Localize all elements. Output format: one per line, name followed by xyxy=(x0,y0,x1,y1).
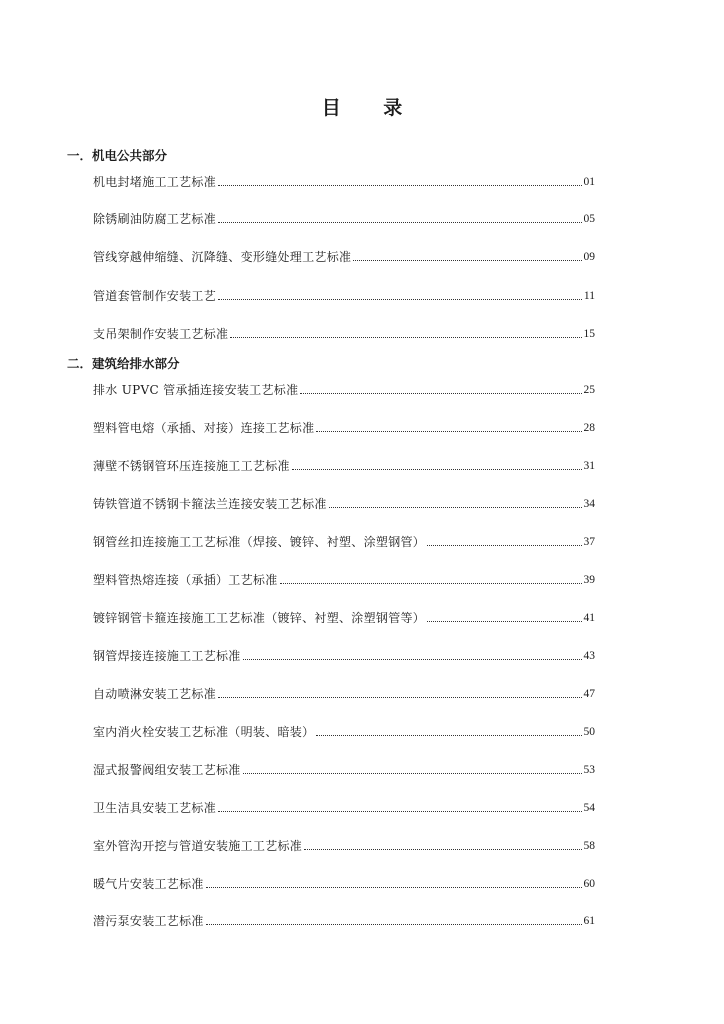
toc-entry-title: 塑料管电熔（承插、对接）连接工艺标准 xyxy=(93,421,315,435)
toc-entry-title: 塑料管热熔连接（承插）工艺标准 xyxy=(93,573,278,587)
toc-dot-leader xyxy=(218,697,581,698)
toc-entry-title: 湿式报警阀组安装工艺标准 xyxy=(93,763,241,777)
toc-entry[interactable] xyxy=(93,608,595,626)
toc-entry-page: 11 xyxy=(583,290,595,302)
toc-entry-title: 机电封堵施工工艺标准 xyxy=(93,175,217,189)
toc-dot-leader xyxy=(206,887,582,888)
section-heading-mep-common: 一．机电公共部分 xyxy=(67,148,168,163)
toc-entry-title: 室内消火栓安装工艺标准（明装、暗装） xyxy=(93,725,315,739)
toc-entry-title: 管线穿越伸缩缝、沉降缝、变形缝处理工艺标准 xyxy=(93,250,352,264)
toc-dot-leader xyxy=(243,659,582,660)
toc-dot-leader xyxy=(353,260,581,261)
toc-entry[interactable] xyxy=(93,324,595,342)
toc-dot-leader xyxy=(218,811,581,812)
toc-entry-page: 15 xyxy=(583,328,595,340)
toc-entry-title: 支吊架制作安装工艺标准 xyxy=(93,327,229,341)
toc-dot-leader xyxy=(300,393,581,394)
toc-entry-title: 薄壁不锈钢管环压连接施工工艺标准 xyxy=(93,459,290,473)
toc-entry[interactable] xyxy=(93,286,595,304)
toc-entry-page: 25 xyxy=(583,384,595,396)
toc-entry-title: 排水 UPVC 管承插连接安装工艺标准 xyxy=(93,383,299,397)
section-heading-plumbing-drainage: 二．建筑给排水部分 xyxy=(67,356,180,371)
page-title: 目 录 xyxy=(321,97,421,119)
toc-dot-leader xyxy=(427,545,581,546)
toc-entry[interactable] xyxy=(93,911,595,929)
toc-entry-page: 61 xyxy=(583,915,595,927)
toc-dot-leader xyxy=(280,583,582,584)
toc-entry-title: 卫生洁具安装工艺标准 xyxy=(93,801,217,815)
toc-dot-leader xyxy=(427,621,581,622)
toc-entry[interactable] xyxy=(93,380,595,398)
toc-entry-page: 54 xyxy=(583,802,595,814)
toc-entry[interactable] xyxy=(93,836,595,854)
toc-entry[interactable] xyxy=(93,798,595,816)
toc-entry-title: 暖气片安装工艺标准 xyxy=(93,877,204,891)
toc-entry-title: 钢管焊接连接施工工艺标准 xyxy=(93,649,241,663)
toc-entry-page: 43 xyxy=(583,650,595,662)
toc-entry-page: 60 xyxy=(583,878,595,890)
toc-dot-leader xyxy=(316,431,581,432)
toc-entry-title: 铸铁管道不锈钢卡箍法兰连接安装工艺标准 xyxy=(93,497,327,511)
toc-entry[interactable] xyxy=(93,172,595,190)
toc-entry-title: 室外管沟开挖与管道安装施工工艺标准 xyxy=(93,839,303,853)
toc-entry-page: 28 xyxy=(583,422,595,434)
toc-entry-title: 潜污泵安装工艺标准 xyxy=(93,914,204,928)
toc-entry-page: 34 xyxy=(583,498,595,510)
toc-entry[interactable] xyxy=(93,456,595,474)
toc-entry-page: 58 xyxy=(583,840,595,852)
toc-entry[interactable] xyxy=(93,209,595,227)
toc-dot-leader xyxy=(329,507,582,508)
toc-entry-title: 镀锌钢管卡箍连接施工工艺标准（镀锌、衬塑、涂塑钢管等） xyxy=(93,611,426,625)
toc-entry[interactable] xyxy=(93,760,595,778)
toc-entry-page: 50 xyxy=(583,726,595,738)
toc-entry-page: 09 xyxy=(583,251,595,263)
toc-entry-page: 53 xyxy=(583,764,595,776)
toc-entry-page: 47 xyxy=(583,688,595,700)
toc-entry[interactable] xyxy=(93,874,595,892)
toc-entry[interactable] xyxy=(93,684,595,702)
toc-dot-leader xyxy=(218,222,581,223)
toc-entry-page: 41 xyxy=(583,612,595,624)
toc-entry[interactable] xyxy=(93,494,595,512)
toc-entry[interactable] xyxy=(93,247,595,265)
toc-dot-leader xyxy=(218,185,581,186)
toc-entry-page: 05 xyxy=(583,213,595,225)
toc-dot-leader xyxy=(243,773,582,774)
toc-entry[interactable] xyxy=(93,722,595,740)
toc-entry[interactable] xyxy=(93,570,595,588)
toc-entry-title: 除锈刷油防腐工艺标准 xyxy=(93,212,217,226)
toc-dot-leader xyxy=(230,337,581,338)
toc-dot-leader xyxy=(292,469,582,470)
toc-entry[interactable] xyxy=(93,646,595,664)
toc-entry-title: 管道套管制作安装工艺 xyxy=(93,289,217,303)
toc-entry-title: 钢管丝扣连接施工工艺标准（焊接、镀锌、衬塑、涂塑钢管） xyxy=(93,535,426,549)
toc-entry-page: 37 xyxy=(583,536,595,548)
toc-entry-page: 31 xyxy=(583,460,595,472)
toc-entry-title: 自动喷淋安装工艺标准 xyxy=(93,687,217,701)
toc-dot-leader xyxy=(218,299,582,300)
toc-dot-leader xyxy=(316,735,581,736)
toc-entry[interactable] xyxy=(93,418,595,436)
toc-dot-leader xyxy=(304,849,581,850)
toc-dot-leader xyxy=(206,924,582,925)
toc-entry-page: 01 xyxy=(583,176,595,188)
toc-entry[interactable] xyxy=(93,532,595,550)
toc-entry-page: 39 xyxy=(583,574,595,586)
